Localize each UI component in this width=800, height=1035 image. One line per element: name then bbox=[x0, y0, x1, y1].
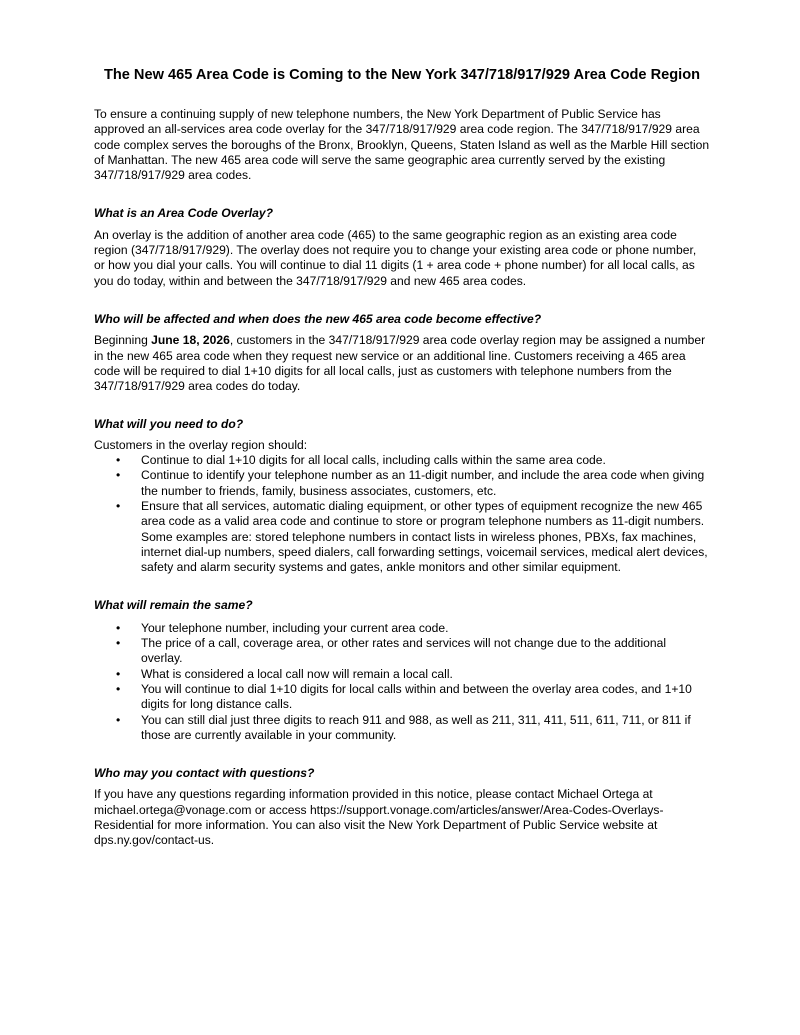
bullet-icon: • bbox=[116, 681, 121, 696]
list-item-text: What is considered a local call now will remain a local call. bbox=[141, 666, 453, 681]
page-title: The New 465 Area Code is Coming to the New York 347/718/917/929 Area Code Region bbox=[103, 67, 701, 83]
section-same bbox=[94, 598, 710, 743]
section-lead-todo: Customers in the overlay region should: bbox=[94, 437, 308, 452]
section-heading-contact: Who may you contact with questions? bbox=[94, 766, 315, 781]
list-item-text: Ensure that all services, automatic dialing equipment, or other types of equipment recognize the new 465 area code as a valid area code and continue to store or program telephone numbers as 11-digit numbers. Some examples are: stored telephone numbers in contact lists in wireless phones, PBXs, fax machines, internet dial-up numbers, speed dialers, call forwarding settings, voicemail services, medical alert devices, safety and alarm security systems and gates, ankle monitors and other similar equipment. bbox=[141, 498, 708, 575]
todo-list bbox=[94, 453, 710, 575]
list-item bbox=[94, 468, 710, 499]
intro-paragraph: To ensure a continuing supply of new telephone numbers, the New York Department of Public Service has approved an all-services area code overlay for the 347/718/917/929 area code region. The 347/718/917/929 area code complex serves the boroughs of the Bronx, Brooklyn, Queens, Staten Island as well as the Marble Hill section of Manhattan. The new 465 area code will serve the same geographic area currently served by the existing 347/718/917/929 area codes. bbox=[94, 107, 710, 183]
list-item bbox=[94, 499, 710, 575]
affected-prefix: Beginning bbox=[94, 333, 152, 348]
section-heading-overlay: What is an Area Code Overlay? bbox=[94, 206, 273, 221]
list-item bbox=[94, 453, 710, 468]
list-item bbox=[94, 621, 710, 636]
section-heading-same: What will remain the same? bbox=[94, 598, 253, 613]
bullet-icon: • bbox=[116, 636, 121, 651]
same-list bbox=[94, 621, 710, 743]
document-page bbox=[94, 66, 710, 849]
section-body-affected bbox=[94, 333, 710, 394]
section-contact bbox=[94, 766, 710, 848]
bullet-icon: • bbox=[116, 453, 121, 468]
list-item-text: You will continue to dial 1+10 digits for local calls within and between the overlay area codes, and 1+10 digits for long distance calls. bbox=[141, 681, 692, 712]
bullet-icon: • bbox=[116, 468, 121, 483]
effective-date: June 18, 2026 bbox=[151, 333, 230, 348]
list-item bbox=[94, 636, 710, 667]
section-todo bbox=[94, 417, 710, 575]
section-body-overlay: An overlay is the addition of another area code (465) to the same geographic region as an existing area code region (347/718/917/929). The overlay does not require you to change your existing area code or phone number, or how you dial your calls. You will continue to dial 11 digits (1 + area code + phone number) for all local calls, as you do today, within and between the 347/718/917/929 and new 465 area codes. bbox=[94, 227, 697, 288]
bullet-icon: • bbox=[116, 666, 121, 681]
list-item bbox=[94, 713, 710, 744]
list-item-text: The price of a call, coverage area, or other rates and services will not change due to the additional overlay. bbox=[141, 636, 667, 666]
list-item-text: Your telephone number, including your current area code. bbox=[141, 620, 449, 635]
section-overlay bbox=[94, 206, 710, 288]
list-item bbox=[94, 667, 710, 682]
bullet-icon: • bbox=[116, 498, 121, 513]
list-item bbox=[94, 682, 710, 713]
section-affected bbox=[94, 312, 710, 394]
bullet-icon: • bbox=[116, 620, 121, 635]
list-item-text: You can still dial just three digits to reach 911 and 988, as well as 211, 311, 411, 511, 611, 711, or 811 if those are currently available in your community. bbox=[141, 712, 691, 742]
section-heading-todo: What will you need to do? bbox=[94, 417, 244, 432]
affected-suffix: , customers in the 347/718/917/929 area code overlay region may be assigned a number in the new 465 area code when they request new service or an additional line. Customers receiving a 465 area code will be required to dial 1+10 digits for all local calls, just as customers with telephone numbers from the 347/718/917/929 area codes do today. bbox=[94, 333, 706, 394]
bullet-icon: • bbox=[116, 712, 121, 727]
section-body-contact: If you have any questions regarding information provided in this notice, please contact Michael Ortega at michael.ortega@vonage.com or access https://support.vonage.com/articles/answer/Area-Codes-Overlays-Residential for more information. You can also visit the New York Department of Public Service website at dps.ny.gov/contact-us. bbox=[94, 787, 664, 848]
list-item-text: Continue to dial 1+10 digits for all local calls, including calls within the same area code. bbox=[141, 453, 606, 468]
list-item-text: Continue to identify your telephone number as an 11-digit number, and include the area code when giving the number to friends, family, business associates, customers, etc. bbox=[141, 468, 705, 498]
section-heading-affected: Who will be affected and when does the new 465 area code become effective? bbox=[94, 311, 542, 326]
